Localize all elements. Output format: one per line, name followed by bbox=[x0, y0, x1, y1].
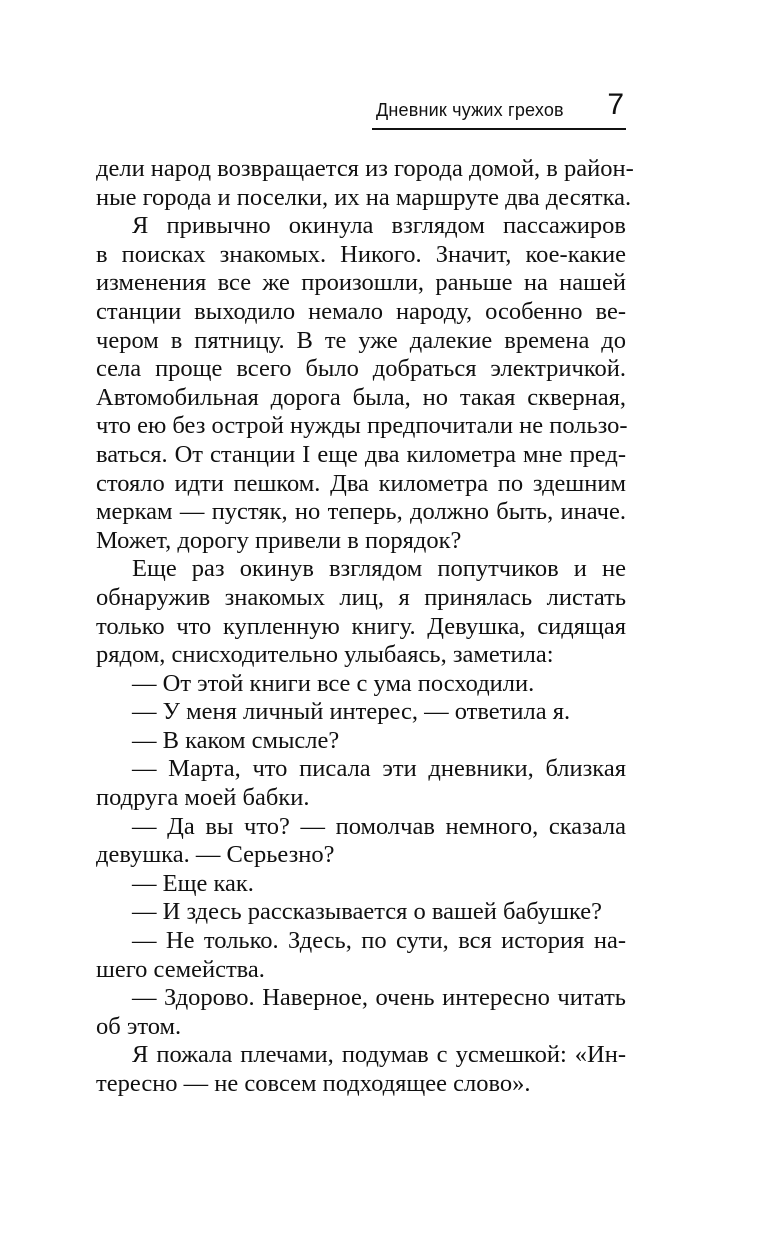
text-line: — Здорово. Наверное, очень интересно читать bbox=[132, 984, 626, 1012]
text-line: тересно — не совсем подходящее слово». bbox=[96, 1070, 531, 1097]
text-line: — Марта, что писала эти дневники, близкая bbox=[132, 755, 626, 783]
text-line: изменения все же произошли, раньше на нашей bbox=[96, 269, 626, 297]
text-line: девушка. — Серьезно? bbox=[96, 841, 335, 869]
text-line: — Не только. Здесь, по сути, вся история на- bbox=[132, 927, 626, 955]
text-line: что ею без острой нужды предпочитали не пользо- bbox=[96, 412, 628, 440]
text-line: Я пожала плечами, подумав с усмешкой: «Ин- bbox=[132, 1041, 626, 1069]
text-line: чером в пятницу. В те уже далекие времена до bbox=[96, 326, 626, 354]
text-line: дели народ возвращается из города домой, в район- bbox=[96, 155, 634, 182]
text-line: ные города и поселки, их на маршруте два десятка. bbox=[96, 183, 632, 211]
text-line: Еще раз окинув взглядом попутчиков и не bbox=[132, 555, 626, 583]
text-line: обнаружив знакомых лиц, я принялась листать bbox=[96, 583, 626, 611]
text-line: — Еще как. bbox=[132, 869, 254, 897]
text-line: стояло идти пешком. Два километра по здешним bbox=[96, 469, 626, 497]
running-title: Дневник чужих грехов bbox=[376, 100, 564, 120]
text-line: станции выходило немало народу, особенно ве- bbox=[96, 297, 626, 325]
text-line: подруга моей бабки. bbox=[96, 784, 310, 812]
text-line: — У меня личный интерес, — ответила я. bbox=[132, 698, 571, 726]
text-line: — В каком смысле? bbox=[132, 726, 340, 754]
text-line: — Да вы что? — помолчав немного, сказала bbox=[132, 812, 626, 840]
text-line: об этом. bbox=[96, 1012, 182, 1040]
text-line: ваться. От станции I еще два километра мне пред- bbox=[96, 440, 626, 468]
text-line: меркам — пустяк, но теперь, должно быть, иначе. bbox=[96, 498, 626, 526]
text-line: Может, дорогу привели в порядок? bbox=[96, 526, 462, 554]
text-line: Я привычно окинула взглядом пассажиров bbox=[132, 212, 626, 240]
text-line: — От этой книги все с ума посходили. bbox=[132, 669, 535, 697]
text-line: в поисках знакомых. Никого. Значит, кое-какие bbox=[96, 240, 626, 268]
running-head bbox=[372, 88, 626, 130]
text-line: — И здесь рассказывается о вашей бабушке? bbox=[132, 898, 602, 926]
text-line: только что купленную книгу. Девушка, сидящая bbox=[96, 612, 626, 640]
text-line: села проще всего было добраться электричкой. bbox=[96, 355, 626, 383]
text-line: рядом, снисходительно улыбаясь, заметила: bbox=[96, 641, 554, 669]
page-number: 7 bbox=[607, 88, 624, 121]
text-line: Автомобильная дорога была, но такая скверная, bbox=[96, 383, 626, 411]
body-text bbox=[96, 155, 634, 1099]
text-line: шего семейства. bbox=[96, 955, 265, 983]
